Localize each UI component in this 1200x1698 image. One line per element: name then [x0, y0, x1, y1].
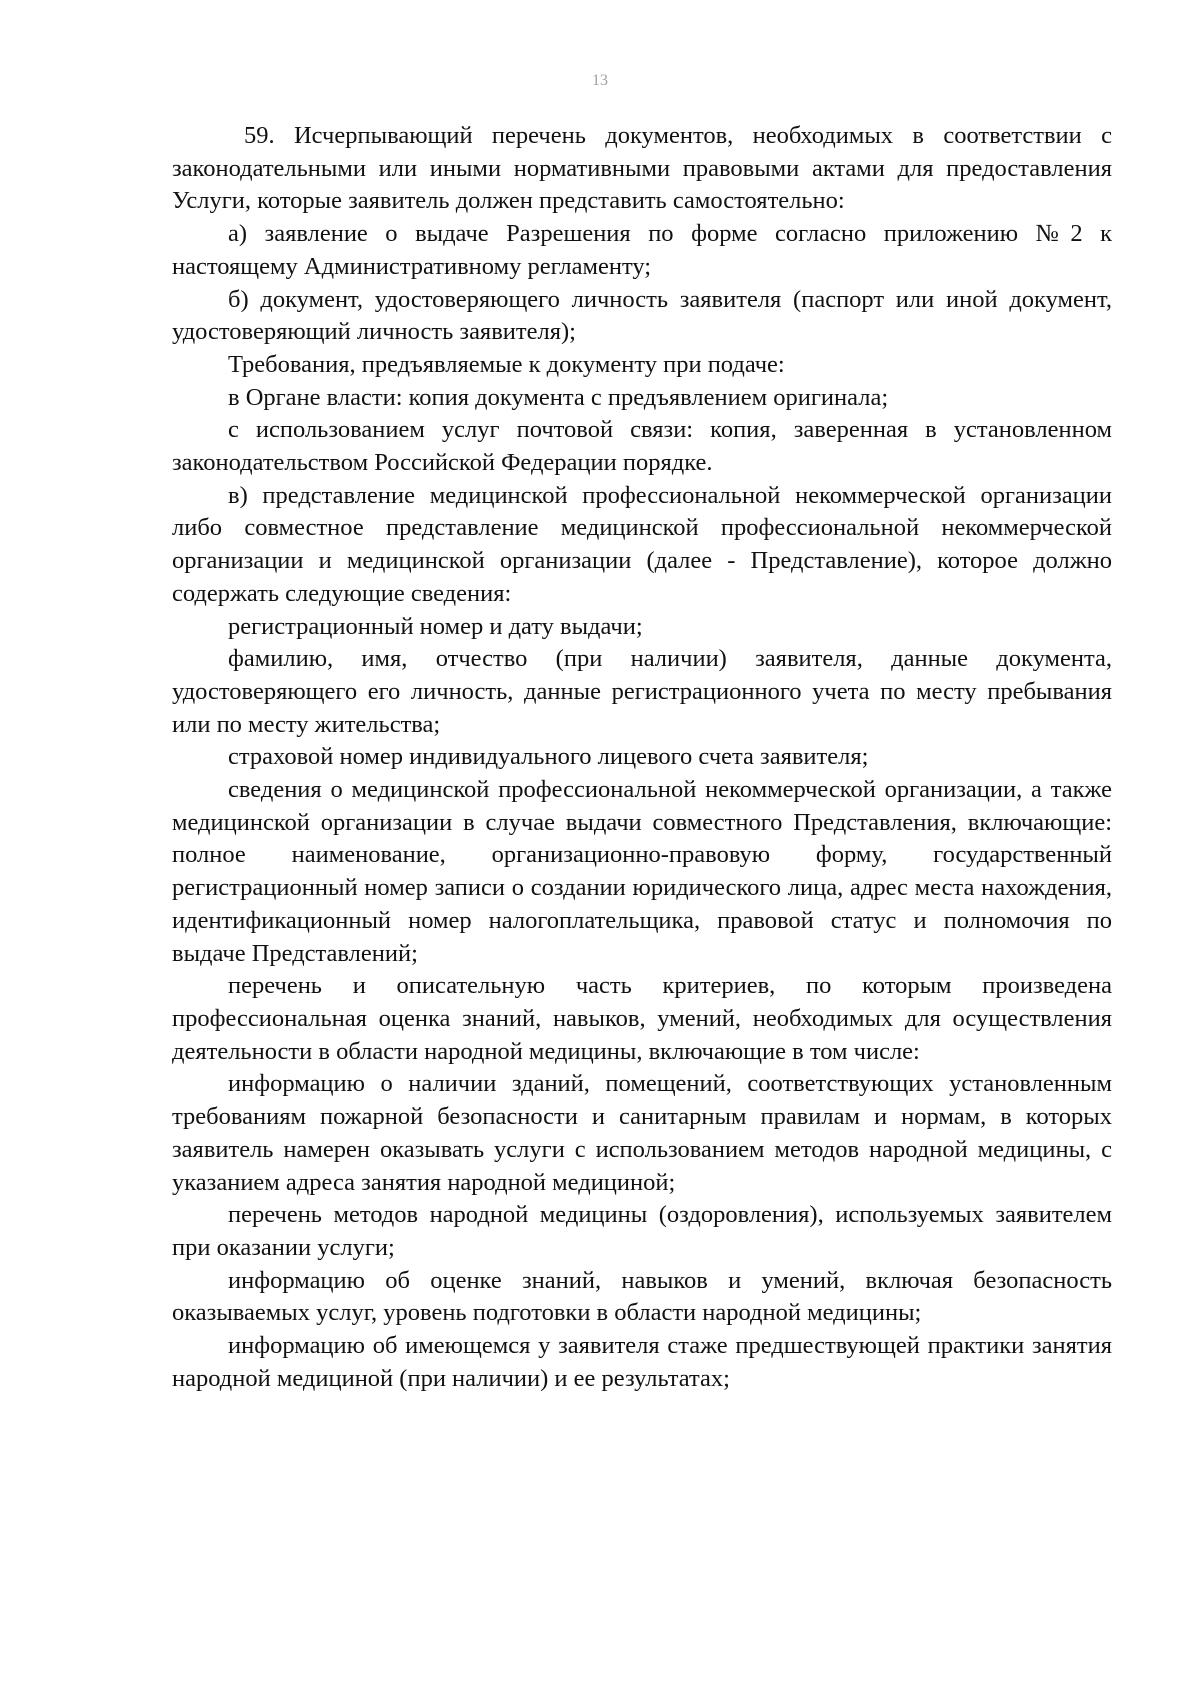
paragraph-in-authority: в Органе власти: копия документа с предъявлением оригинала;: [228, 383, 889, 411]
paragraph-experience: информацию об имеющемся у заявителя стаже предшествующей практики занятия народной медициной (при наличии) и ее результатах;: [172, 1332, 1112, 1392]
paragraph-postal: с использованием услуг почтовой связи: копия, заверенная в установленном законодательством Российской Федерации порядке.: [172, 416, 1112, 477]
paragraph-requirements: Требования, предъявляемые к документу при подаче:: [228, 350, 785, 378]
paragraph-assessment: информацию об оценке знаний, навыков и умений, включая безопасность оказываемых услуг, уровень подготовки в области народной медицины;: [172, 1266, 1112, 1327]
paragraph-item-b: б) документ, удостоверяющего личность заявителя (паспорт или иной документ, удостоверяющий личность заявителя);: [172, 285, 1112, 346]
document-body: [172, 120, 1112, 1395]
paragraph-methods: перечень методов народной медицины (оздоровления), используемых заявителем при оказании услуги;: [172, 1201, 1112, 1261]
paragraph-criteria: перечень и описательную часть критериев, по которым произведена профессиональная оценка знаний, навыков, умений, необходимых для осуществления деятельности в области народной медицины, включающие в том числе:: [172, 972, 1112, 1065]
page-number: 13: [592, 72, 608, 89]
paragraph-59-intro: 59. Исчерпывающий перечень документов, необходимых в соответствии с законодательными или иными нормативными правовыми актами для предоставления Услуги, которые заявитель должен представить самостоятельно:: [172, 122, 1112, 215]
paragraph-item-a: а) заявление о выдаче Разрешения по форме согласно приложению №2 к настоящему Административному регламенту;: [172, 220, 1112, 280]
paragraph-item-v: в) представление медицинской профессиональной некоммерческой организации либо совместное представление медицинской профессиональной некоммерческой организации и медицинской организации (далее - Представление), которое должно содержать следующие сведения:: [172, 481, 1112, 607]
paragraph-organization-info: сведения о медицинской профессиональной некоммерческой организации, а также медицинской организации в случае выдачи совместного Представления, включающие: полное наименование, организационно-правовую форму, государственный регистрационный номер записи о создании юридического лица, адрес места нахождения, идентификационный номер налогоплательщика, правовой статус и полномочия по выдаче Представлений;: [172, 776, 1112, 967]
paragraph-insurance-number: страховой номер индивидуального лицевого счета заявителя;: [228, 743, 869, 771]
paragraph-full-name: фамилию, имя, отчество (при наличии) заявителя, данные документа, удостоверяющего его личность, данные регистрационного учета по месту пребывания или по месту жительства;: [172, 645, 1112, 738]
paragraph-premises: информацию о наличии зданий, помещений, соответствующих установленным требованиям пожарной безопасности и санитарным правилам и нормам, в которых заявитель намерен оказывать услуги с использованием методов народной медицины, с указанием адреса занятия народной медициной;: [172, 1070, 1112, 1196]
paragraph-registration-number: регистрационный номер и дату выдачи;: [228, 612, 643, 640]
